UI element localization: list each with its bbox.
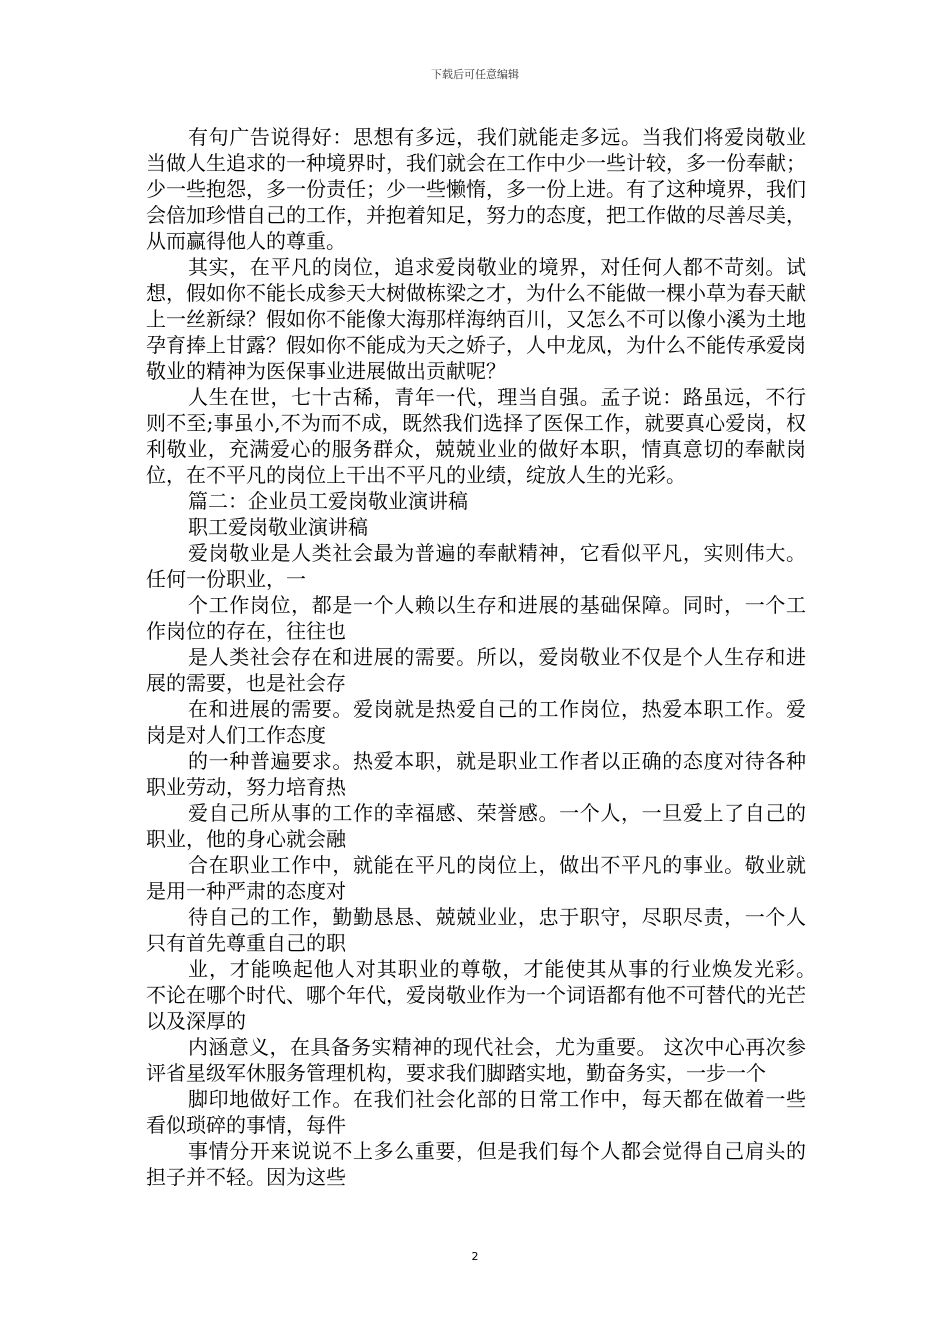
paragraph: 爱岗敬业是人类社会最为普遍的奉献精神，它看似平凡，实则伟大。任何一份职业，一 (146, 541, 806, 591)
page-number: 2 (471, 1250, 479, 1263)
paragraph: 爱自己所从事的工作的幸福感、荣誉感。一个人，一旦爱上了自己的职业，他的身心就会融 (146, 801, 806, 851)
paragraph: 事情分开来说说不上多么重要，但是我们每个人都会觉得自己肩头的担子并不轻。因为这些 (146, 1139, 806, 1189)
paragraph: 脚印地做好工作。在我们社会化部的日常工作中，每天都在做着一些看似琐碎的事情，每件 (146, 1087, 806, 1137)
section-heading: 篇二：企业员工爱岗敬业演讲稿 (188, 489, 468, 513)
paragraph: 个工作岗位，都是一个人赖以生存和进展的基础保障。同时，一个工作岗位的存在，往往也 (146, 593, 806, 643)
paragraph: 是人类社会存在和进展的需要。所以，爱岗敬业不仅是个人生存和进展的需要，也是社会存 (146, 645, 806, 695)
page-header: 下载后可任意编辑 (431, 68, 519, 81)
paragraph: 有句广告说得好：思想有多远，我们就能走多远。当我们将爱岗敬业当做人生追求的一种境界时，我们就会在工作中少一些计较，多一份奉献；少一些抱怨，多一份责任；少一些懒惰，多一份上进。有了这种境界，我们会倍加珍惜自己的工作，并抱着知足，努力的态度，把工作做的尽善尽美，从而赢得他人的尊重。 (146, 125, 806, 253)
paragraph: 待自己的工作，勤勤恳恳、兢兢业业，忠于职守，尽职尽责，一个人只有首先尊重自己的职 (146, 905, 806, 955)
paragraph: 的一种普遍要求。热爱本职，就是职业工作者以正确的态度对待各种职业劳动，努力培育热 (146, 749, 806, 799)
paragraph: 合在职业工作中，就能在平凡的岗位上，做出不平凡的事业。敬业就是用一种严肃的态度对 (146, 853, 806, 903)
paragraph: 人生在世，七十古稀，青年一代，理当自强。孟子说：路虽远，不行则不至;事虽小,不为而不成，既然我们选择了医保工作，就要真心爱岗，权利敬业，充满爱心的服务群众，兢兢业业的做好本职，情真意切的奉献岗位，在不平凡的岗位上干出不平凡的业绩，绽放人生的光彩。 (146, 385, 806, 487)
paragraph: 其实，在平凡的岗位，追求爱岗敬业的境界，对任何人都不苛刻。试想，假如你不能长成参天大树做栋梁之才，为什么不能做一棵小草为春天献上一丝新绿？假如你不能像大海那样海纳百川，又怎么不可以像小溪为土地孕育捧上甘露？假如你不能成为天之娇子，人中龙凤，为什么不能传承爱岗敬业的精神为医保事业进展做出贡献呢？ (146, 255, 806, 383)
paragraph: 内涵意义，在具备务实精神的现代社会，尤为重要。 这次中心再次参评省星级军休服务管理机构，要求我们脚踏实地，勤奋务实，一步一个 (146, 1035, 806, 1085)
paragraph: 在和进展的需要。爱岗就是热爱自己的工作岗位，热爱本职工作。爱岗是对人们工作态度 (146, 697, 806, 747)
document-body (146, 124, 826, 1190)
paragraph: 业，才能唤起他人对其职业的尊敬，才能使其从事的行业焕发光彩。 不论在哪个时代、哪个年代，爱岗敬业作为一个词语都有他不可替代的光芒以及深厚的 (146, 957, 826, 1033)
speech-title: 职工爱岗敬业演讲稿 (188, 515, 368, 539)
